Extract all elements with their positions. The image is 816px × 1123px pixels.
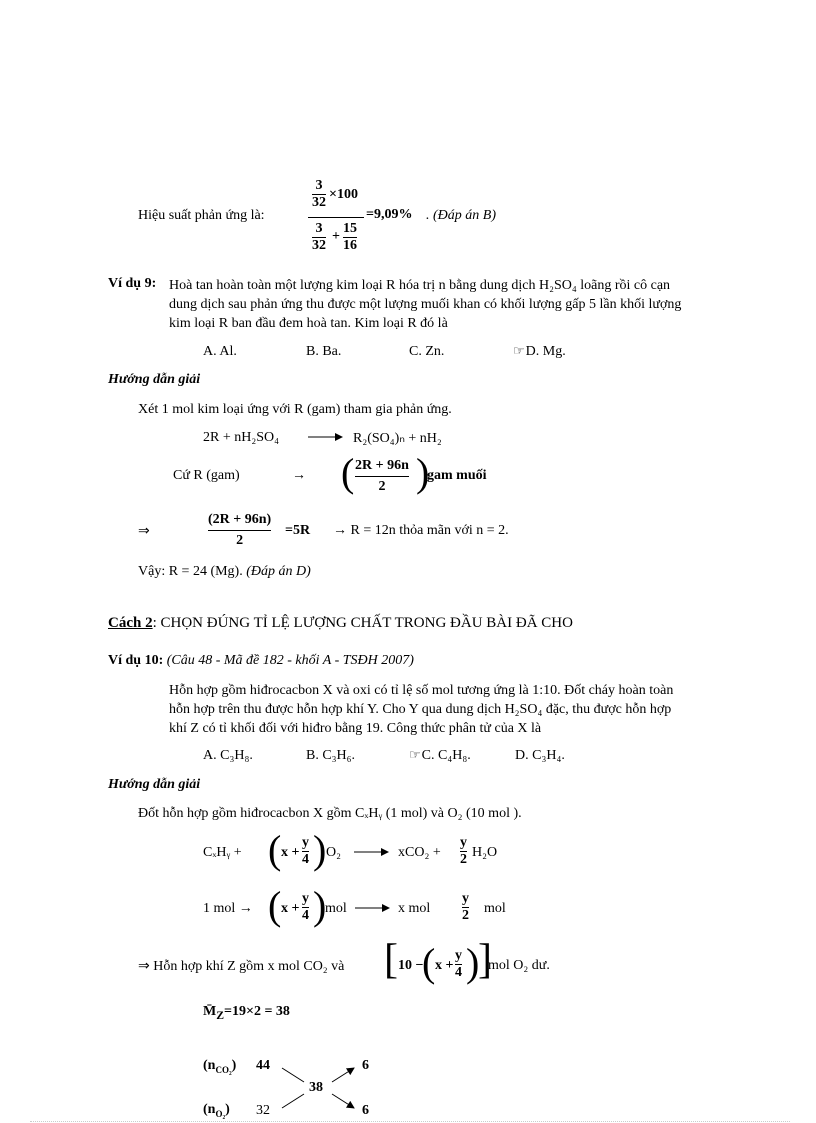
left-paren: ( <box>341 450 355 495</box>
yield-den-left-fraction: 3 32 <box>312 221 326 253</box>
cross-line-tl <box>282 1068 304 1082</box>
guide-2-heading: Hướng dẫn giải <box>108 777 201 792</box>
example-9-option-b: B. Ba. <box>306 344 342 359</box>
example-9-text: Hoà tan hoàn toàn một lượng kim loại R hóa trị n bằng dung dịch H₂SO₄ loãng rồi cô cạn dung dịch sau phản ứng thu được một lượng muối khan có khối lượng gấp 5 lần khối lượng kim loại R ban đầu đem hoà tan. Kim loại R đó là <box>169 278 682 331</box>
cu-label: Cứ R (gam) <box>173 468 240 483</box>
reaction-right: R₂(SO₄)ₙ + nH₂ <box>353 431 442 446</box>
gam-muoi: gam muối <box>427 468 487 483</box>
n-o2-label: $(n_{O_2})$ <box>203 1102 230 1119</box>
ten-minus: 10 − <box>398 958 424 973</box>
right-paren-2: ) <box>313 827 327 872</box>
h2o-term: H₂O <box>472 845 498 860</box>
y-over-4-fraction-2: y 4 <box>302 891 309 923</box>
y-over-4-fraction: y 4 <box>302 835 309 867</box>
pointing-hand-icon: ☞ <box>513 343 525 358</box>
x-plus-2: x + <box>281 901 300 916</box>
guide-1-heading: Hướng dẫn giải <box>108 372 201 387</box>
example-10-label-line: Ví dụ 10: (Câu 48 - Mã đề 182 - khối A - TSĐH 2007) <box>108 653 414 668</box>
x-plus-3: x + <box>435 958 454 973</box>
example-9-option-d: ☞D. Mg. <box>513 343 566 359</box>
equals-5r: =5R <box>285 523 311 538</box>
method-2-heading: Cách 2: CHỌN ĐÚNG TỈ LỆ LƯỢNG CHẤT TRONG ĐẦU BÀI ĐÃ CHO <box>108 615 573 631</box>
mol-line-left: 1 mol → <box>203 901 253 916</box>
yield-numerator-fraction: 3 32 <box>312 178 326 210</box>
example-9-label: Ví dụ 9: <box>108 276 157 291</box>
value-6-top: 6 <box>362 1058 369 1073</box>
plus-sign: + <box>332 229 340 244</box>
left-bracket: [ <box>384 937 398 983</box>
y-over-4-fraction-3: y 4 <box>455 948 462 980</box>
left-paren-2: ( <box>268 827 282 872</box>
left-paren-4: ( <box>422 940 436 985</box>
mass-fraction: 2R + 96n 2 <box>355 458 409 494</box>
yield-answer: . (Đáp án B) <box>426 208 496 223</box>
cross-arrow-tr <box>332 1068 354 1082</box>
left-paren-3: ( <box>268 883 282 928</box>
value-32: 32 <box>256 1103 270 1118</box>
mass-fraction-2: (2R + 96n) 2 <box>208 512 272 548</box>
example-10-option-d: D. C₃H₄. <box>515 748 565 763</box>
n-co2-label: $(n_{CO_2})$ <box>203 1058 237 1075</box>
implies-1: ⇒ <box>138 524 150 539</box>
value-6-bottom: 6 <box>362 1103 369 1118</box>
example-10-text: Hỗn hợp gồm hiđrocacbon X và oxi có tỉ lệ số mol tương ứng là 1:10. Đốt cháy hoàn toàn hỗn hợp trên thu được hỗn hợp khí Y. Cho Y qua dung dịch H₂SO₄ đặc, thu được hỗn hợp khí Z có tỉ khối đối với hiđro bằng 19. Công thức phân tử của X là <box>169 683 674 736</box>
yield-den-right-fraction: 15 16 <box>343 221 357 253</box>
pointing-hand-icon: ☞ <box>409 747 421 762</box>
example-10-option-b: B. C₃H₆. <box>306 748 356 763</box>
example-10-option-a: A. C₃H₈. <box>203 748 253 763</box>
x-plus: x + <box>281 845 300 860</box>
reaction-left: 2R + nH₂SO₄ <box>203 430 280 445</box>
conclusion-1: Vậy: R = 24 (Mg). (Đáp án D) <box>138 564 311 579</box>
products: xCO₂ + <box>398 845 441 860</box>
y-over-2-fraction-2: y 2 <box>462 891 469 923</box>
guide-2-intro: Đốt hỗn hợp gồm hiđrocacbon X gồm CₓHᵧ (1 mol) và O₂ (10 mol ). <box>138 806 522 821</box>
right-paren-3: ) <box>313 883 327 928</box>
mol-end: mol <box>484 901 506 916</box>
o2-du: mol O₂ dư. <box>488 958 550 973</box>
page-bottom-rule <box>30 1121 790 1122</box>
times-100: ×100 <box>329 187 358 202</box>
value-38: 38 <box>309 1080 323 1095</box>
x-mol: x mol <box>398 901 431 916</box>
o2-term: O₂ <box>326 845 341 860</box>
mol-word: mol <box>325 901 347 916</box>
yield-label: Hiệu suất phản ứng là: <box>138 208 265 223</box>
mz-equation: $M̄_Z=19\times 2 = 38$ <box>203 1004 290 1022</box>
example-9-option-c: C. Zn. <box>409 344 445 359</box>
guide-1-intro: Xét 1 mol kim loại ứng với R (gam) tham gia phản ứng. <box>138 402 452 417</box>
right-paren: ) <box>416 450 430 495</box>
r-result: → R = 12n thỏa mãn với n = 2. <box>333 523 509 538</box>
z-mixture-line: ⇒ Hỗn hợp khí Z gồm x mol CO₂ và <box>138 959 345 974</box>
y-over-2-fraction: y 2 <box>460 835 467 867</box>
example-10-option-c: ☞C. C₄H₈. <box>409 747 471 763</box>
yield-result: =9,09% <box>366 207 413 222</box>
cross-arrow-br <box>332 1094 354 1108</box>
cu-arrow: → <box>292 468 306 483</box>
right-paren-4: ) <box>466 940 480 985</box>
cross-line-bl <box>282 1094 304 1108</box>
value-44: 44 <box>256 1058 270 1073</box>
right-bracket: ] <box>478 937 492 983</box>
example-9-option-a: A. Al. <box>203 344 237 359</box>
cxhy-plus: CₓHᵧ + <box>203 845 242 860</box>
